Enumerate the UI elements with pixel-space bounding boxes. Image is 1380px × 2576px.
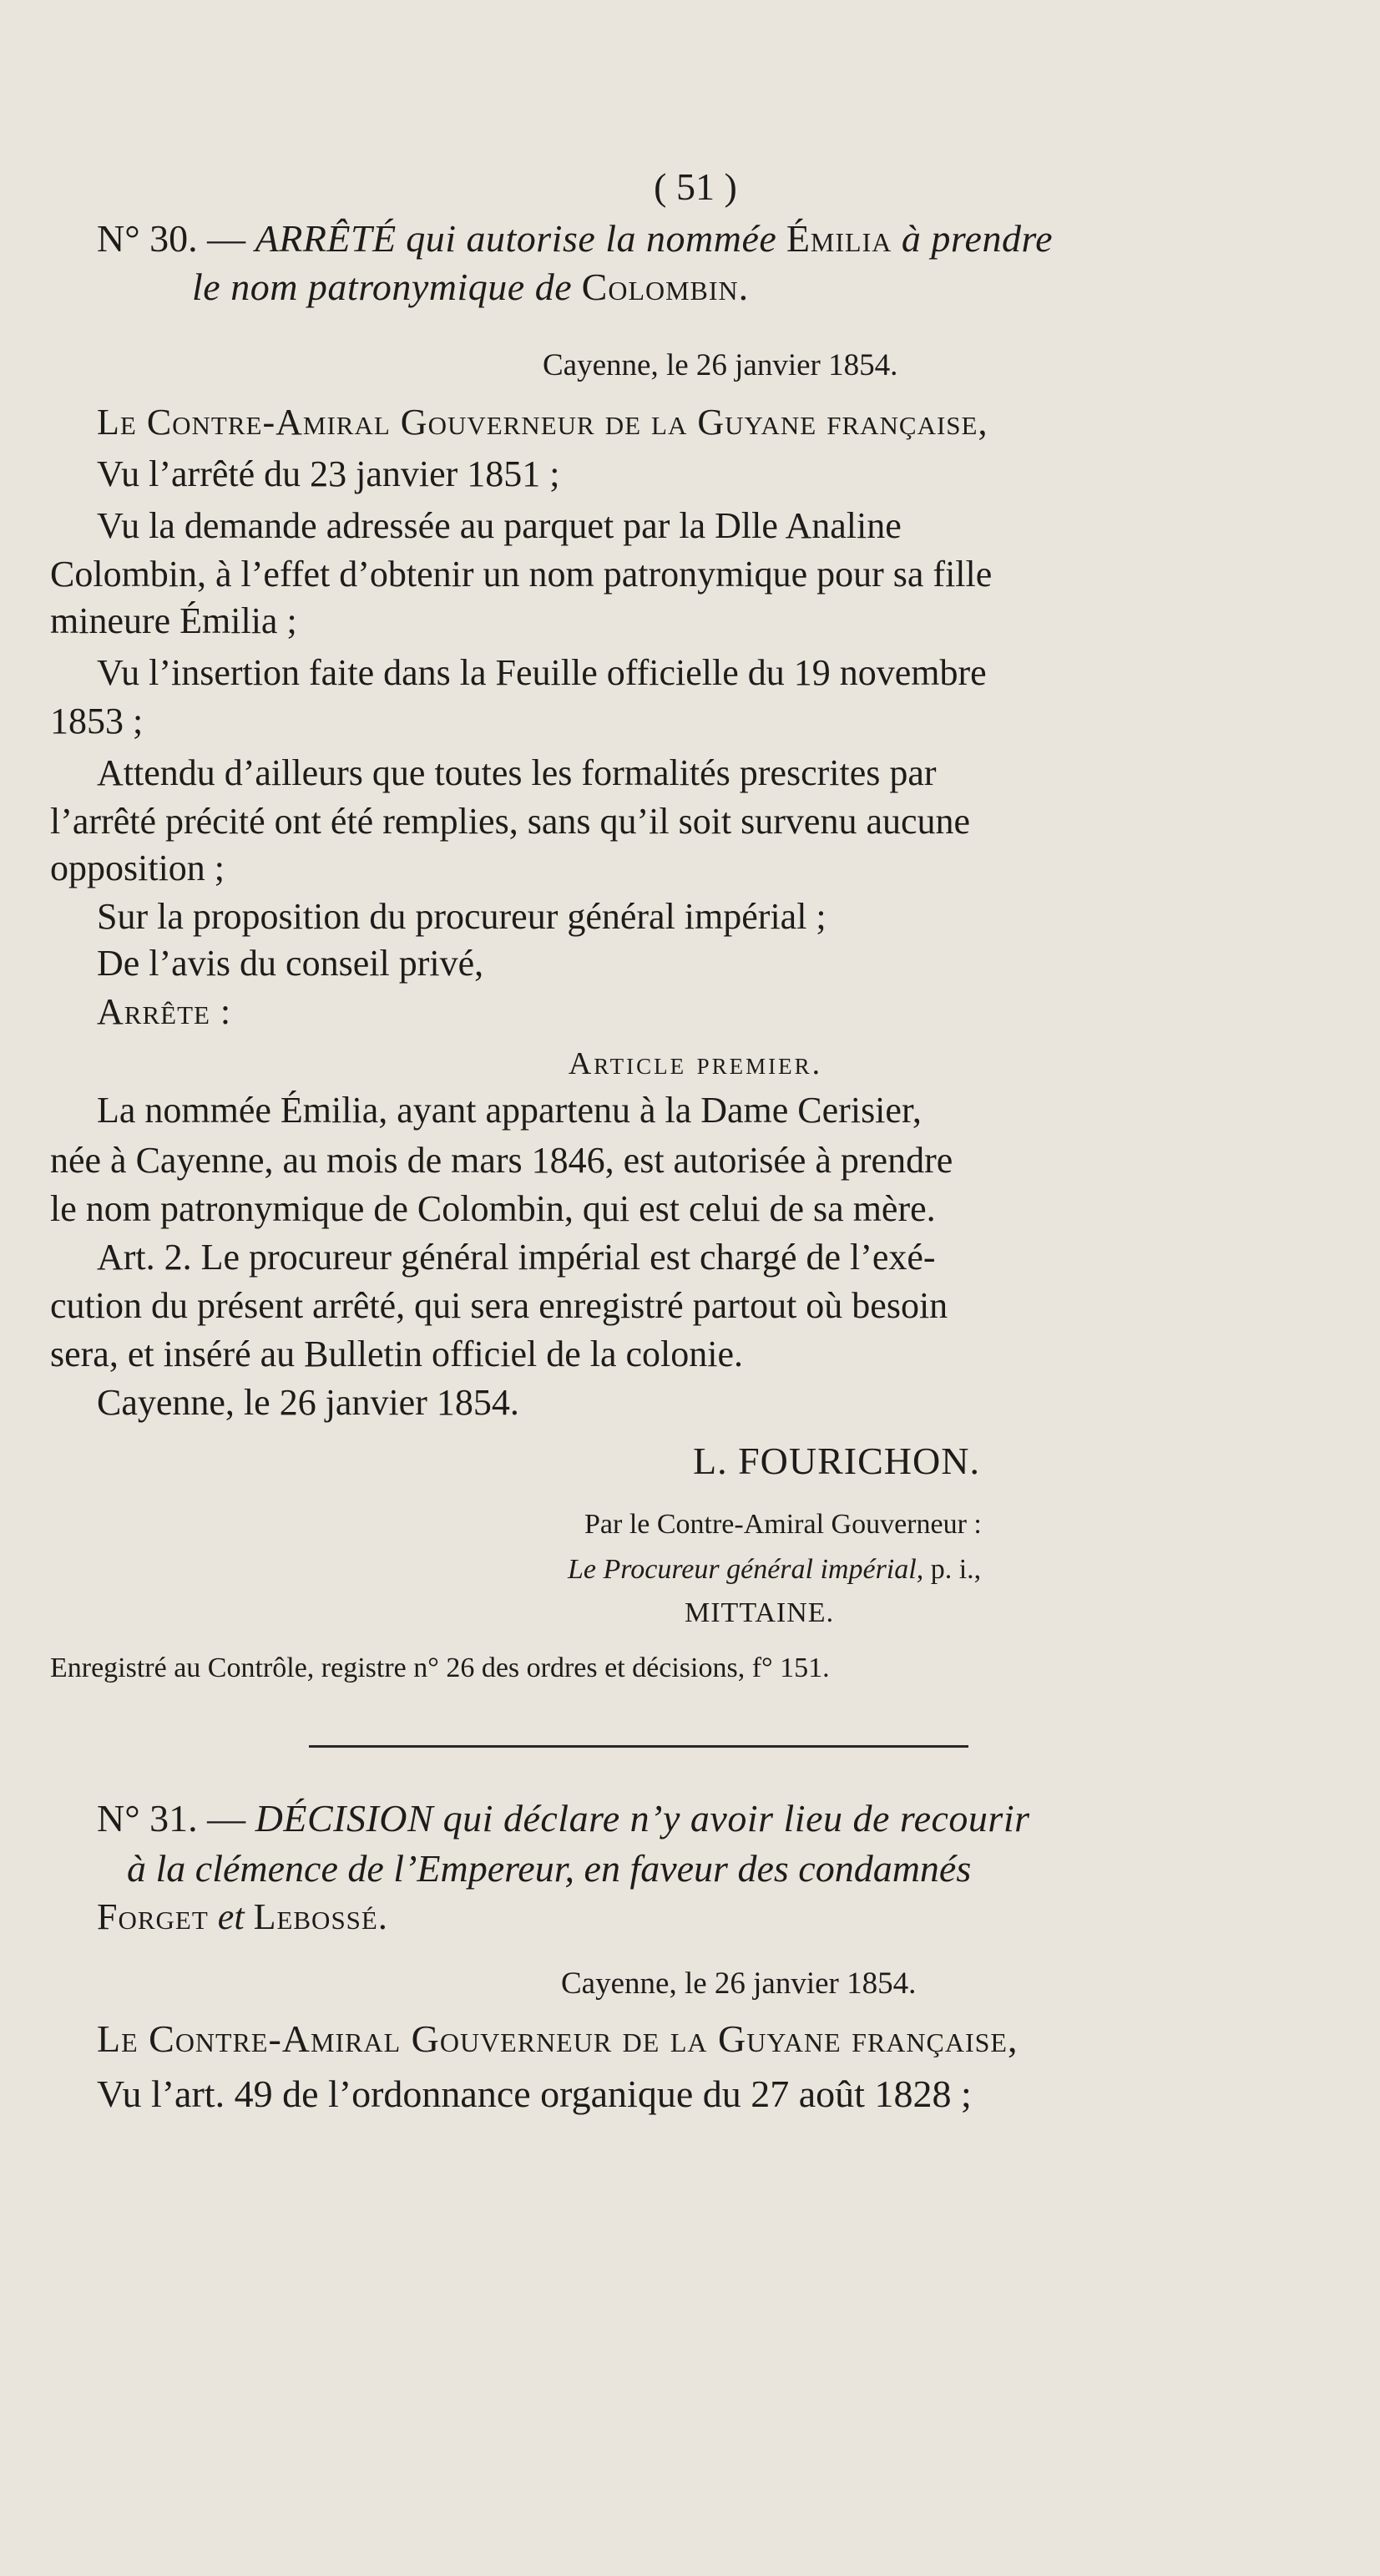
article-line: La nommée Émilia, ayant appartenu à la Dame Cerisier, bbox=[97, 1090, 922, 1131]
arrete-title-word: ARRÊTÉ bbox=[255, 217, 397, 260]
arrete-number: N° 30. bbox=[97, 217, 198, 260]
procureur-abbr: p. i., bbox=[930, 1554, 982, 1585]
decision-preamble bbox=[97, 2016, 1294, 2062]
decision-title-word: DÉCISION bbox=[255, 1797, 434, 1840]
arrete-title-line2: le nom patronymique de bbox=[192, 266, 573, 308]
section-divider bbox=[309, 1745, 968, 1748]
arrete-title-text2: à prendre bbox=[901, 217, 1054, 260]
decision-heading-line3 bbox=[97, 1894, 1294, 1941]
article-heading: Article premier. bbox=[568, 1046, 823, 1081]
article-line: Cayenne, le 26 janvier 1854. bbox=[97, 1382, 519, 1423]
et-word: et bbox=[217, 1896, 245, 1937]
body-line: Vu l’arrêté du 23 janvier 1851 ; bbox=[97, 453, 560, 494]
decision-number: N° 31. bbox=[97, 1797, 198, 1840]
body-line: opposition ; bbox=[50, 848, 225, 888]
body-line: Vu l’insertion faite dans la Feuille officielle du 19 novembre bbox=[97, 652, 987, 693]
body-line: Vu la demande adressée au parquet par la Dlle Analine bbox=[97, 505, 902, 546]
name-emilia: Émilia bbox=[786, 217, 892, 260]
mittaine: MITTAINE. bbox=[685, 1597, 835, 1628]
decision-heading-line1 bbox=[97, 1795, 1294, 1842]
article-line: le nom patronymique de Colombin, qui est celui de sa mère. bbox=[50, 1188, 936, 1229]
article-line: sera, et inséré au Bulletin officiel de la colonie. bbox=[50, 1334, 743, 1374]
procureur-title: Le Procureur général impérial, bbox=[568, 1554, 924, 1585]
preamble-text: Le Contre-Amiral Gouverneur de la Guyane française, bbox=[97, 402, 988, 443]
name-lebosse: Lebossé. bbox=[253, 1896, 388, 1937]
decision-heading-line2: à la clémence de l’Empereur, en faveur des condamnés bbox=[127, 1847, 972, 1890]
body-line: 1853 ; bbox=[50, 701, 144, 741]
decision-body-line: Vu l’art. 49 de l’ordonnance organique du 27 août 1828 ; bbox=[97, 2072, 972, 2115]
decision-title-text: qui déclare n’y avoir lieu de recourir bbox=[442, 1797, 1030, 1840]
article-line: née à Cayenne, au mois de mars 1846, est autorisée à prendre bbox=[50, 1140, 953, 1181]
arrete-title-text: qui autorise la nommée bbox=[406, 217, 777, 260]
body-line: l’arrêté précité ont été remplies, sans qu’il soit survenu aucune bbox=[50, 801, 971, 842]
article-line: cution du présent arrêté, qui sera enregistré partout où besoin bbox=[50, 1285, 948, 1326]
body-line: De l’avis du conseil privé, bbox=[97, 943, 484, 984]
page-number: ( 51 ) bbox=[654, 165, 737, 208]
body-line: Sur la proposition du procureur général impérial ; bbox=[97, 896, 826, 937]
signature: L. FOURICHON. bbox=[693, 1440, 980, 1482]
body-line: Colombin, à l’effet d’obtenir un nom patronymique pour sa fille bbox=[50, 554, 993, 595]
body-line: mineure Émilia ; bbox=[50, 600, 297, 641]
name-forget: Forget bbox=[97, 1896, 209, 1937]
name-colombin: Colombin. bbox=[581, 266, 750, 308]
arrete-heading-line1 bbox=[97, 215, 1294, 262]
preamble-line bbox=[97, 399, 1294, 446]
arrete-verb: Arrête : bbox=[97, 991, 232, 1032]
decision-place-date: Cayenne, le 26 janvier 1854. bbox=[561, 1966, 917, 2001]
decision-preamble-text: Le Contre-Amiral Gouverneur de la Guyane française, bbox=[97, 2017, 1019, 2060]
place-date: Cayenne, le 26 janvier 1854. bbox=[543, 348, 898, 382]
arrete-heading-line2 bbox=[192, 264, 1380, 311]
enregistre-line: Enregistré au Contrôle, registre n° 26 des ordres et décisions, f° 151. bbox=[50, 1652, 830, 1683]
body-line: Attendu d’ailleurs que toutes les formalités prescrites par bbox=[97, 752, 937, 793]
heading-dash: — bbox=[207, 217, 246, 260]
par-le-line: Par le Contre-Amiral Gouverneur : bbox=[584, 1509, 982, 1540]
heading-dash: — bbox=[207, 1797, 246, 1840]
article-line: Art. 2. Le procureur général impérial est chargé de l’exé- bbox=[97, 1237, 936, 1278]
procureur-line bbox=[568, 1546, 1269, 1593]
